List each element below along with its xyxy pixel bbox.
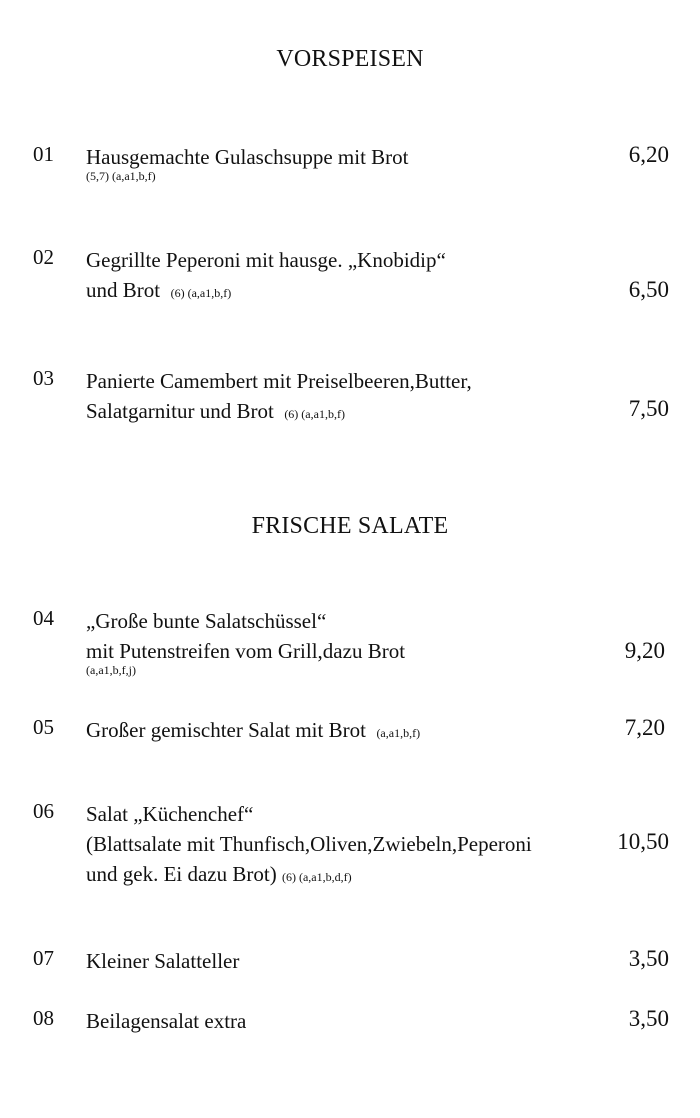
item-allergens: (6) (a,a1,b,f)	[284, 407, 345, 421]
item-description	[86, 366, 616, 429]
item-allergens: (5,7) (a,a1,b,f)	[86, 169, 156, 183]
item-description	[86, 245, 616, 308]
item-price: 9,20	[624, 638, 665, 663]
item-description	[86, 142, 616, 184]
item-description-line: Großer gemischter Salat mit Brot (a,a1,b,f)	[86, 718, 421, 742]
item-description	[86, 799, 616, 892]
item-description-line: und gek. Ei dazu Brot) (6) (a,a1,b,d,f)	[86, 862, 352, 886]
item-number: 08	[33, 1006, 54, 1030]
item-price: 7,20	[624, 715, 665, 740]
item-price: 7,50	[628, 396, 669, 421]
item-description-line: mit Putenstreifen vom Grill,dazu Brot	[86, 639, 406, 663]
item-description-line: Gegrillte Peperoni mit hausge. „Knobidip“	[86, 248, 446, 272]
item-description-line: Kleiner Salatteller	[86, 949, 240, 973]
item-description-line: und Brot (6) (a,a1,b,f)	[86, 278, 232, 302]
item-number: 02	[33, 245, 54, 269]
item-description	[86, 715, 616, 748]
item-allergens: (6) (a,a1,b,f)	[170, 286, 232, 300]
item-number: 05	[33, 715, 54, 739]
item-allergens: (a,a1,b,f)	[376, 726, 421, 740]
item-number: 06	[33, 799, 54, 823]
item-price: 3,50	[628, 946, 669, 971]
item-description-line: Salat „Küchenchef“	[86, 802, 254, 826]
item-number: 04	[33, 606, 54, 630]
item-price: 10,50	[617, 829, 669, 854]
item-description	[86, 1006, 616, 1036]
item-description	[86, 606, 616, 678]
item-description-line: Salatgarnitur und Brot (6) (a,a1,b,f)	[86, 399, 345, 423]
item-description	[86, 946, 616, 976]
item-number: 03	[33, 366, 54, 390]
item-description-line: (Blattsalate mit Thunfisch,Oliven,Zwiebeln,Peperoni	[86, 832, 532, 856]
item-description-line: Panierte Camembert mit Preiselbeeren,Butter,	[86, 369, 472, 393]
item-price: 3,50	[628, 1006, 669, 1031]
section-title-frische-salate: FRISCHE SALATE	[251, 513, 449, 539]
item-price: 6,20	[628, 142, 669, 167]
item-price: 6,50	[628, 277, 669, 302]
item-number: 07	[33, 946, 54, 970]
item-description-line: Beilagensalat extra	[86, 1009, 247, 1033]
item-number: 01	[33, 142, 54, 166]
section-title-vorspeisen: VORSPEISEN	[276, 46, 424, 72]
item-description-line: „Große bunte Salatschüssel“	[86, 609, 327, 633]
item-description-line: Hausgemachte Gulaschsuppe mit Brot	[86, 145, 409, 169]
item-allergens: (6) (a,a1,b,d,f)	[281, 870, 352, 884]
item-allergens: (a,a1,b,f,j)	[86, 663, 136, 677]
